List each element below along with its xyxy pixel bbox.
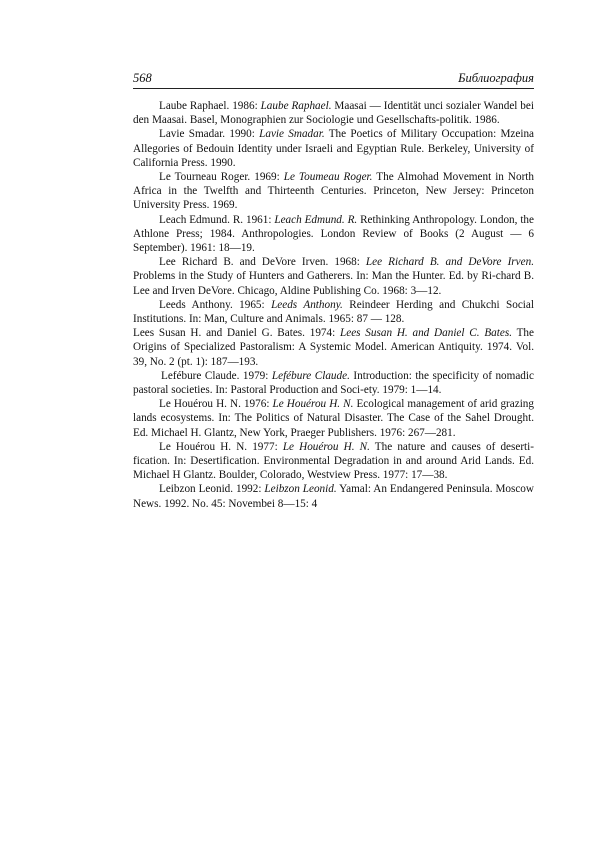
page-header <box>133 70 534 89</box>
bibliography-entry <box>133 482 534 510</box>
entry-italic-author: Le Houérou H. N. <box>282 440 370 453</box>
entry-citation: Reindeer Herding and Chukchi Social Institutions. In: Man, Culture and Animals. 1965: 87 — 128. <box>133 298 534 326</box>
entry-italic-author: Laube Raphael. <box>260 100 332 112</box>
entry-lead: Le Tourneau Roger. 1969: <box>159 171 284 184</box>
entry-citation: The Poetics of Military Occupation: Mzeina Allegories of Bedouin Identity under Israeli and Egyptian Rule. Berkeley, University of California Press. 1990. <box>133 128 535 169</box>
bibliography-entry <box>133 397 534 440</box>
bibliography-entry <box>133 127 534 170</box>
entry-lead: Le Houérou H. N. 1976: <box>159 398 273 411</box>
bibliography-entry <box>133 440 534 483</box>
entry-citation: Maasai — Identität unci sozialer Wandel bei den Maasai. Basel, Monographien zur Sociologie und Gesellschafts-politik. 1986. <box>133 100 534 127</box>
bibliography-entry <box>133 326 534 369</box>
entry-citation: The Almohad Movement in North Africa in the Twelfth and Thirteenth Centuries. Princeton, New Jersey: Princeton University Press. 1969. <box>133 171 535 212</box>
entry-italic-author: Le Houérou H. N. <box>272 398 354 411</box>
entry-lead: Lee Richard B. and DeVore Irven. 1968: <box>159 256 366 269</box>
entry-lead: Laube Raphael. 1986: <box>159 100 261 112</box>
running-title: Библиография <box>458 71 534 85</box>
entry-citation: Problems in the Study of Hunters and Gatherers. In: Man the Hunter. Ed. by Ri-chard B. Lee and Irven DeVore. Chicago, Aldine Publishing Co. 1968: 3—12. <box>133 270 534 297</box>
bibliography-entry <box>133 255 534 298</box>
entry-lead: Leach Edmund. R. 1961: <box>159 213 275 226</box>
entry-italic-author: Lee Richard B. and DeVore Irven. <box>365 256 534 269</box>
bibliography-list <box>133 99 534 511</box>
entry-lead: Leeds Anthony. 1965: <box>159 298 272 311</box>
entry-lead: Leibzon Leonid. 1992: <box>159 483 265 496</box>
entry-citation: Yamal: An Endangered Peninsula. Moscow News. 1992. No. 45: Novembei 8—15: 4 <box>133 483 534 510</box>
bibliography-entry <box>133 213 534 256</box>
entry-lead: Le Houérou H. N. 1977: <box>159 440 283 453</box>
entry-lead: Lees Susan H. and Daniel G. Bates. 1974: <box>133 327 341 340</box>
entry-citation: Rethinking Anthropology. London, the Athlone Press; 1984. Anthropologies. London Review of Books (2 August — 6 September). 1961: 18—19. <box>133 213 534 255</box>
entry-lead: Lefébure Claude. 1979: <box>161 369 272 382</box>
entry-citation: The nature and causes of deserti-fication. In: Desertification. Environmental Degradation in and around Arid Lands. Ed. Michael H Glantz. Boulder, Colorado, Westview Press. 1977: 17—38. <box>133 440 534 482</box>
entry-italic-author: Lefébure Claude. <box>271 369 350 382</box>
entry-italic-author: Leeds Anthony. <box>271 298 343 311</box>
page-number: 568 <box>133 71 152 85</box>
entry-italic-author: Le Toumeau Roger. <box>283 171 373 184</box>
bibliography-entry <box>133 369 534 397</box>
entry-lead: Lavie Smadar. 1990: <box>159 128 260 141</box>
entry-italic-author: Leibzon Leonid. <box>264 483 337 496</box>
entry-citation: Ecological management of arid grazing lands ecosystems. In: The Politics of Natural Disaster. The Case of the Sahel Drought. Ed. Michael H. Glantz, New York, Praeger Publishers. 1976: 267—281. <box>133 398 534 439</box>
entry-citation: The Origins of Specialized Pastoralism: A Systemic Model. American Antiquity. 1974. Vol. 39, No. 2 (pt. 1): 187—193. <box>133 327 534 368</box>
entry-italic-author: Lees Susan H. and Daniel C. Bates. <box>340 327 512 340</box>
entry-citation: Introduction: the specificity of nomadic pastoral societies. In: Pastoral Production and Soci-ety. 1979: 1—14. <box>133 369 534 397</box>
entry-italic-author: Leach Edmund. R. <box>274 213 358 226</box>
bibliography-entry <box>133 298 534 326</box>
entry-italic-author: Lavie Smadar. <box>259 128 325 141</box>
bibliography-entry <box>133 170 534 213</box>
bibliography-entry <box>133 99 534 127</box>
